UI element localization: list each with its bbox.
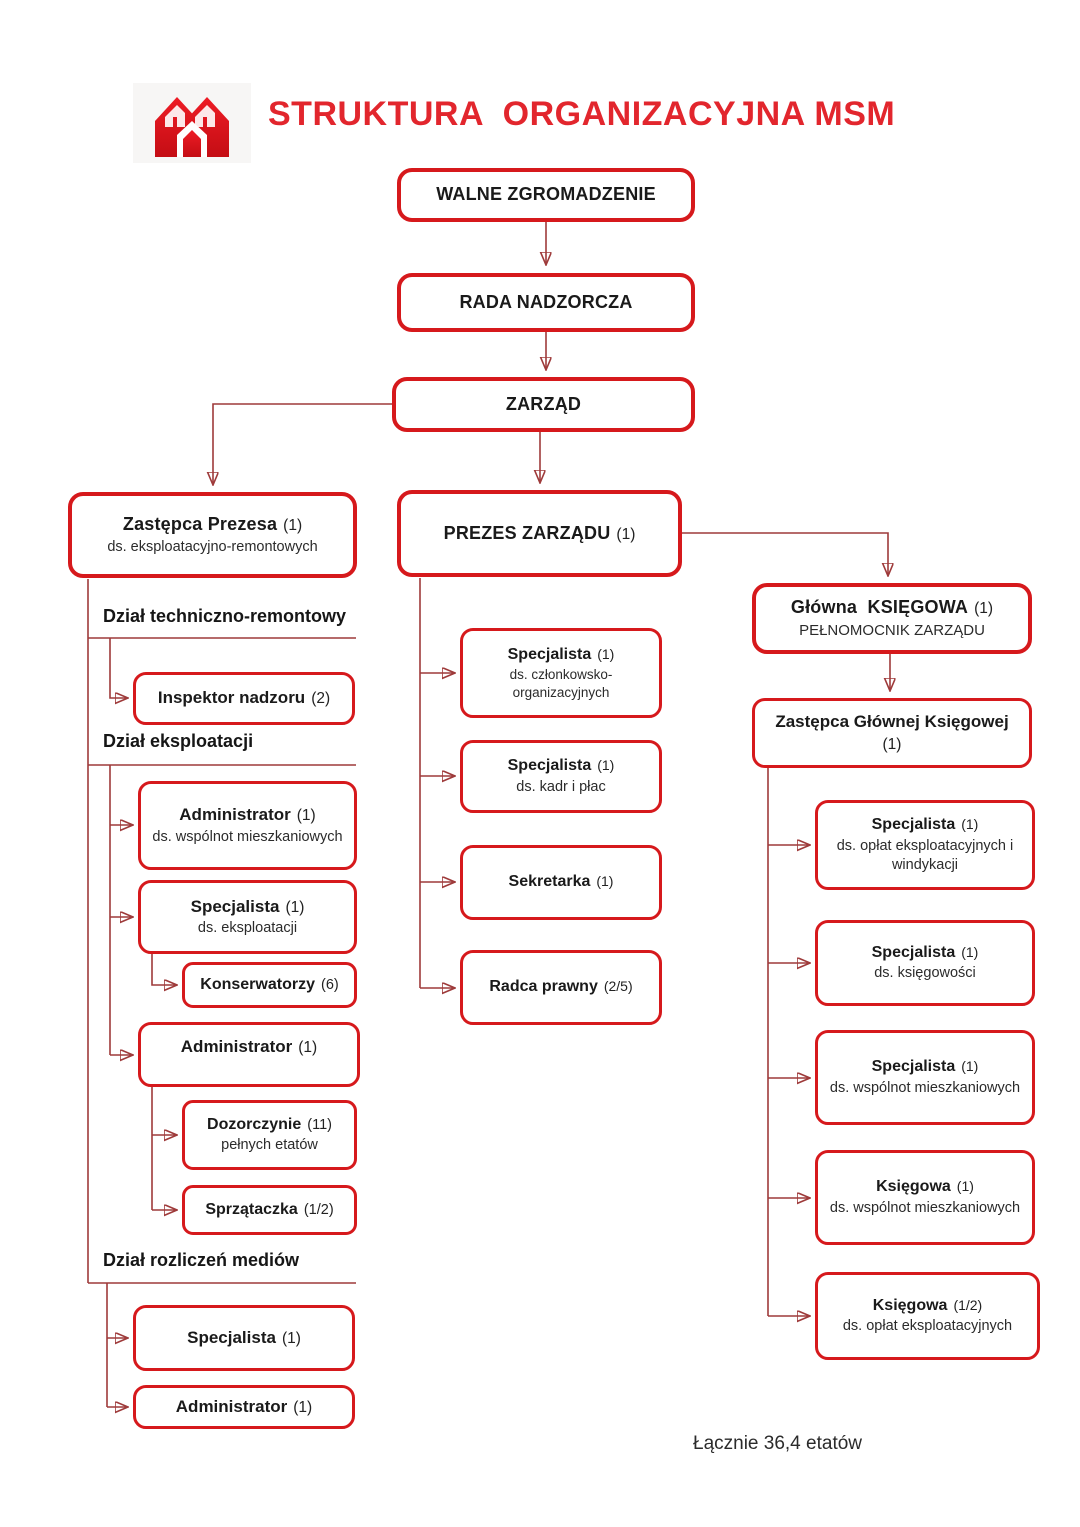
- page-title: STRUKTURA ORGANIZACYJNA MSM: [268, 95, 896, 133]
- node-title: Zastępca Prezesa: [122, 514, 278, 535]
- node-specjalista-kadr: [460, 740, 662, 813]
- node-specjalista-mediow: [133, 1305, 355, 1371]
- section-label-eksploatacji: Dział eksploatacji: [103, 731, 254, 751]
- node-title: WALNE ZGROMADZENIE: [436, 184, 656, 205]
- node-title: Zastępca Głównej Księgowej: [775, 711, 1009, 731]
- node-subtitle: ds. księgowości: [874, 965, 976, 982]
- node-specjalista-ksiegowosci: [815, 920, 1035, 1006]
- node-title: Specjalista: [507, 645, 592, 663]
- node-title: Specjalista: [507, 757, 592, 775]
- node-count: (1): [283, 517, 303, 535]
- node-title: RADA NADZORCZA: [459, 291, 633, 312]
- node-specjalista-eksploatacji: [138, 880, 357, 954]
- node-specjalista-oplat-windykacji: [815, 800, 1035, 890]
- node-walne-zgromadzenie: [397, 168, 695, 222]
- node-sekretarka: [460, 845, 662, 920]
- node-title: Specjalista: [190, 896, 280, 916]
- node-title: Specjalista: [871, 943, 956, 961]
- node-subtitle: pełnych etatów: [221, 1137, 318, 1154]
- node-title: Księgowa: [876, 1178, 951, 1196]
- node-count: (1): [285, 898, 305, 916]
- node-count: (6): [320, 976, 339, 993]
- node-subtitle: ds. kadr i płac: [516, 778, 606, 795]
- node-zastepca-glownej-ksiegowej: [752, 698, 1032, 768]
- node-title: Sprzątaczka: [205, 1200, 298, 1218]
- node-title: Radca prawny: [489, 978, 598, 996]
- node-rada-nadzorcza: [397, 273, 695, 332]
- node-prezes-zarzadu: [397, 490, 682, 577]
- node-sprzataczka: [182, 1185, 357, 1235]
- node-radca-prawny: [460, 950, 662, 1025]
- node-count: (1): [296, 807, 316, 825]
- node-count: (1): [281, 1329, 301, 1347]
- node-administrator-2: [138, 1022, 360, 1087]
- node-subtitle: ds. wspólnot mieszkaniowych: [829, 1199, 1021, 1216]
- node-title: Konserwatorzy: [200, 975, 315, 993]
- node-title: Główna KSIĘGOWA: [790, 597, 969, 618]
- section-label-techniczno-remontowy: Dział techniczno-remontowy: [103, 606, 347, 626]
- node-count: (1): [597, 757, 615, 774]
- node-administrator-wspolnot: [138, 781, 357, 870]
- node-subtitle: ds. wspólnot mieszkaniowych: [152, 828, 343, 845]
- total-fte-label: Łącznie 36,4 etatów: [693, 1433, 863, 1454]
- node-specjalista-czlonkowsko: [460, 628, 662, 718]
- node-inspektor-nadzoru: [133, 672, 355, 725]
- node-title: Księgowa: [872, 1296, 948, 1314]
- node-glowna-ksiegowa: [752, 583, 1032, 654]
- node-title: Administrator: [179, 805, 291, 825]
- node-count: (1): [974, 600, 994, 618]
- node-count: (1): [596, 873, 614, 890]
- node-subtitle: PEŁNOMOCNIK ZARZĄDU: [799, 622, 985, 640]
- node-title: Inspektor nadzoru: [157, 688, 306, 708]
- node-title: Specjalista: [871, 1058, 956, 1076]
- node-title: Specjalista: [187, 1327, 276, 1347]
- node-subtitle: ds. opłat eksploatacyjnych: [842, 1318, 1013, 1335]
- msm-logo-icon: [133, 83, 251, 163]
- node-konserwatorzy: [182, 962, 357, 1008]
- node-count: (1/2): [953, 1296, 983, 1313]
- node-subtitle: ds. eksploatacyjno-remontowych: [107, 538, 318, 555]
- node-ksiegowa-wspolnot: [815, 1150, 1035, 1245]
- node-ksiegowa-oplat: [815, 1272, 1040, 1360]
- node-administrator-mediow: [133, 1385, 355, 1429]
- msm-logo: [133, 83, 251, 163]
- node-count: (1): [597, 645, 615, 662]
- node-count: (1): [298, 1039, 318, 1057]
- node-count: (2): [311, 690, 331, 708]
- node-count: (1): [961, 1058, 979, 1075]
- node-title: Administrator: [180, 1037, 293, 1057]
- node-subtitle: ds. eksploatacji: [197, 920, 298, 937]
- node-title: Administrator: [175, 1396, 288, 1416]
- node-count: (1): [882, 735, 902, 753]
- node-title: ZARZĄD: [505, 393, 582, 414]
- node-specjalista-wspolnot: [815, 1030, 1035, 1125]
- node-zastepca-prezesa: [68, 492, 357, 578]
- node-subtitle: ds. wspólnot mieszkaniowych: [829, 1079, 1021, 1096]
- node-count: (11): [307, 1116, 332, 1133]
- node-count: (1): [961, 816, 979, 833]
- node-title: Sekretarka: [508, 873, 591, 891]
- node-title: PREZES ZARZĄDU: [443, 522, 611, 543]
- node-dozorczynie: [182, 1100, 357, 1170]
- node-subtitle: ds. opłat eksploatacyjnych i windykacji: [836, 838, 1014, 873]
- node-count: (1): [961, 943, 979, 960]
- node-count: (1/2): [303, 1201, 334, 1218]
- node-count: (1): [956, 1178, 974, 1195]
- section-label-rozliczen-mediow: Dział rozliczeń mediów: [103, 1250, 300, 1270]
- node-count: (1): [616, 525, 636, 543]
- node-subtitle: ds. członkowsko-organizacyjnych: [509, 667, 613, 700]
- node-zarzad: [392, 377, 695, 432]
- node-count: (1): [293, 1398, 313, 1416]
- node-title: Specjalista: [871, 816, 956, 834]
- node-count: (2/5): [603, 978, 633, 995]
- node-title: Dozorczynie: [207, 1115, 302, 1133]
